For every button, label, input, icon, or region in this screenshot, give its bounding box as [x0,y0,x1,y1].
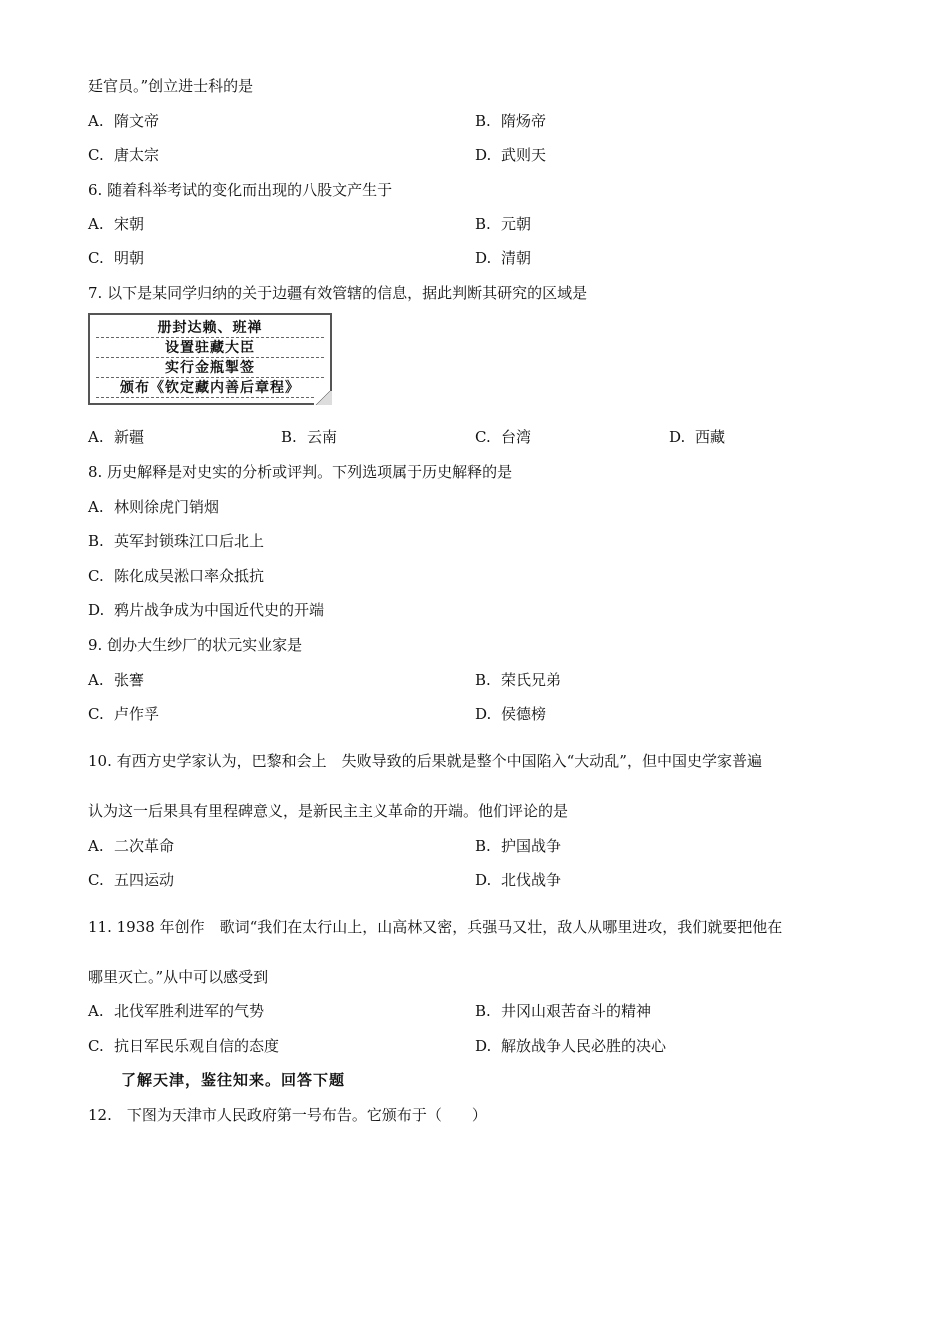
option-letter: C. [88,146,104,164]
option-text: 台湾 [501,428,532,446]
option-text: 北伐战争 [501,871,562,889]
option-text: 抗日军民乐观自信的态度 [114,1037,280,1055]
q7-stem: 7. 以下是某同学归纳的关于边疆有效管辖的信息，据此判断其研究的区域是 [88,284,588,302]
q10-stem-line2: 认为这一后果具有里程碑意义，是新民主主义革命的开端。他们评论的是 [88,802,569,820]
q8-option-c[interactable] [88,566,264,586]
option-text: 井冈山艰苦奋斗的精神 [501,1002,652,1020]
q11-stem-line2: 哪里灭亡。”从中可以感受到 [88,968,269,986]
option-letter: B. [475,215,491,233]
option-letter: A. [88,671,104,689]
q7-info-card [88,313,332,405]
q11-option-d[interactable] [475,1036,666,1056]
option-letter: B. [475,112,491,130]
q11-option-b[interactable] [475,1001,651,1021]
option-text: 隋文帝 [114,112,160,130]
q9-option-d[interactable] [475,704,546,724]
q11-stem-line1: 11. 1938 年创作 歌词“我们在太行山上，山高林又密，兵强马又壮，敌人从哪里进攻，我们就要把他在 [88,918,783,936]
q6-option-b[interactable] [475,214,531,234]
q5-option-c[interactable] [88,145,159,165]
option-letter: D. [475,146,492,164]
option-text: 唐太宗 [114,146,160,164]
option-letter: D. [475,705,492,723]
q9-option-a[interactable] [88,670,144,690]
option-text: 荣氏兄弟 [501,671,562,689]
option-letter: C. [88,1037,104,1055]
q8-option-d[interactable] [88,600,324,620]
option-letter: D. [88,601,105,619]
option-letter: A. [88,215,104,233]
option-text: 元朝 [501,215,532,233]
option-letter: C. [88,249,104,267]
option-text: 陈化成吴淞口率众抵抗 [114,567,265,585]
q12-stem: 12. 下图为天津市人民政府第一号布告。它颁布于（ ） [88,1106,487,1124]
option-text: 明朝 [114,249,145,267]
option-letter: B. [475,671,491,689]
option-text: 西藏 [695,428,726,446]
option-text: 北伐军胜利进军的气势 [114,1002,265,1020]
q10-option-d[interactable] [475,870,561,890]
option-text: 英军封锁珠江口后北上 [114,532,265,550]
q7-option-a[interactable] [88,427,144,447]
option-text: 宋朝 [114,215,145,233]
q9-stem: 9. 创办大生纱厂的状元实业家是 [88,636,303,654]
option-letter: D. [669,428,686,446]
q7-option-b[interactable] [281,427,337,447]
q10-option-c[interactable] [88,870,174,890]
q8-stem: 8. 历史解释是对史实的分析或评判。下列选项属于历史解释的是 [88,463,513,481]
option-text: 新疆 [114,428,145,446]
option-letter: C. [88,871,104,889]
option-letter: B. [281,428,297,446]
option-text: 护国战争 [501,837,562,855]
option-text: 云南 [307,428,338,446]
page-curl-icon [314,391,332,405]
option-letter: B. [475,1002,491,1020]
option-letter: B. [475,837,491,855]
q10-option-a[interactable] [88,836,174,856]
option-text: 清朝 [501,249,532,267]
q10-option-b[interactable] [475,836,561,856]
q8-option-a[interactable] [88,497,219,517]
option-letter: D. [475,249,492,267]
option-letter: C. [88,567,104,585]
option-letter: B. [88,532,104,550]
q5-stem: 廷官员。”创立进士科的是 [88,77,254,95]
option-text: 卢作孚 [114,705,160,723]
q9-option-c[interactable] [88,704,159,724]
q5-option-a[interactable] [88,111,159,131]
q6-option-d[interactable] [475,248,531,268]
q10-stem-line1: 10. 有西方史学家认为，巴黎和会上 失败导致的后果就是整个中国陷入“大动乱”，但中国史学家普遍 [88,752,762,770]
option-text: 武则天 [501,146,547,164]
option-text: 张謇 [114,671,145,689]
option-letter: A. [88,1002,104,1020]
q7-option-c[interactable] [475,427,531,447]
q11-option-a[interactable] [88,1001,264,1021]
q6-option-c[interactable] [88,248,144,268]
option-text: 林则徐虎门销烟 [114,498,220,516]
card-line: 设置驻藏大臣 [96,339,324,358]
option-text: 二次革命 [114,837,175,855]
q6-stem: 6. 随着科举考试的变化而出现的八股文产生于 [88,181,393,199]
option-text: 鸦片战争成为中国近代史的开端 [114,601,325,619]
q8-option-b[interactable] [88,531,264,551]
option-letter: A. [88,837,104,855]
q11-option-c[interactable] [88,1036,279,1056]
option-text: 解放战争人民必胜的决心 [501,1037,667,1055]
q5-option-d[interactable] [475,145,546,165]
option-text: 五四运动 [114,871,175,889]
q9-option-b[interactable] [475,670,561,690]
section-intro: 了解天津，鉴往知来。回答下题 [121,1071,346,1089]
option-letter: D. [475,871,492,889]
option-text: 侯德榜 [501,705,547,723]
option-letter: A. [88,428,104,446]
q6-option-a[interactable] [88,214,144,234]
option-letter: C. [88,705,104,723]
card-line: 册封达赖、班禅 [96,319,324,338]
option-letter: A. [88,498,104,516]
option-letter: C. [475,428,491,446]
option-text: 隋炀帝 [501,112,547,130]
option-letter: A. [88,112,104,130]
card-line: 颁布《钦定藏内善后章程》 [96,379,324,398]
card-line: 实行金瓶掣签 [96,359,324,378]
q7-option-d[interactable] [669,427,725,447]
option-letter: D. [475,1037,492,1055]
q5-option-b[interactable] [475,111,546,131]
